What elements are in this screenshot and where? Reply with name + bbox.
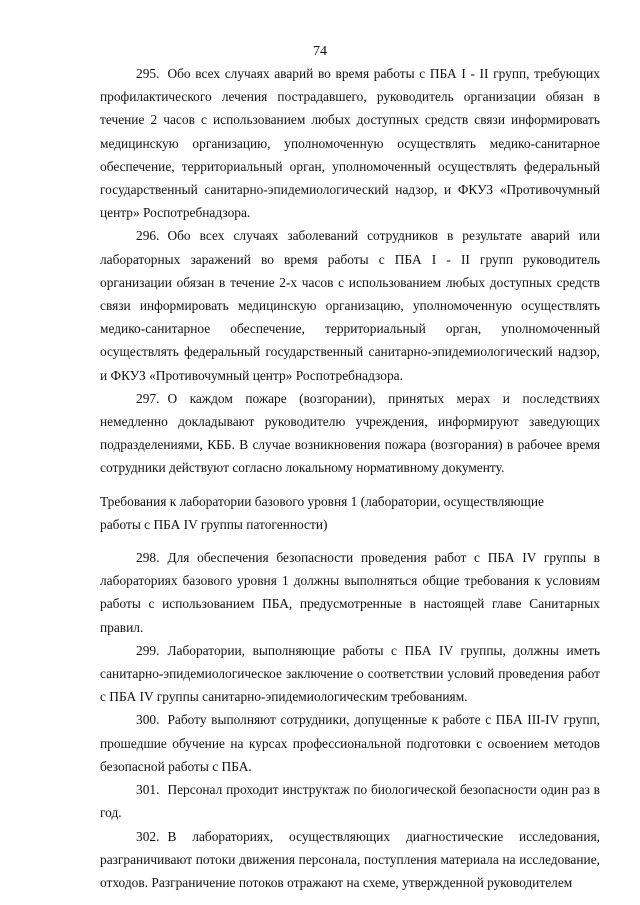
section-heading-line-1: Требования к лаборатории базового уровня 1 (лаборатории, осуществляющие xyxy=(100,493,544,509)
paragraph-number: 301. xyxy=(136,782,160,798)
paragraph-301 xyxy=(100,778,600,824)
paragraph-295 xyxy=(100,62,600,224)
section-heading-line-2: работы с ПБА IV группы патогенности) xyxy=(100,516,328,532)
paragraph-text: В лабораториях, осуществляющих диагностические исследования, разграничивают потоки движения персонала, поступления материала на исследование, отходов. Разграничение потоков отражают на схеме, утвержденной руководителем xyxy=(100,828,600,890)
paragraph-number: 295. xyxy=(136,66,160,81)
paragraph-299 xyxy=(100,639,600,709)
paragraph-number: 299. xyxy=(136,642,160,658)
paragraph-text: Персонал проходит инструктаж по биологической безопасности один раз в год. xyxy=(100,782,600,821)
page-number: 74 xyxy=(313,44,327,59)
paragraph-298 xyxy=(100,546,600,639)
paragraph-number: 300. xyxy=(136,712,160,728)
paragraph-297 xyxy=(100,387,600,480)
paragraph-number: 302. xyxy=(136,828,160,844)
paragraph-300 xyxy=(100,708,600,778)
section-heading xyxy=(100,490,600,536)
paragraph-text: Обо всех случаях аварий во время работы с ПБА I - II групп, требующих профилактического лечения пострадавшего, руководитель организации обязан в течение 2 часов с использованием любых доступных средств связи информировать медицинскую организацию, уполномоченную осуществлять медико-санитарное обеспечение, территориальный орган, уполномоченный осуществлять федеральный государственный санитарно-эпидемиологический надзор, и ФКУЗ «Противочумный центр» Роспотребнадзора. xyxy=(100,66,600,221)
paragraph-number: 297. xyxy=(136,390,160,406)
paragraph-296 xyxy=(100,224,600,386)
paragraph-text: Для обеспечения безопасности проведения работ с ПБА IV группы в лабораториях базового уровня 1 должны выполняться общие требования к условиям работы с использованием ПБА, предусмотренные в настоящей главе Санитарных правил. xyxy=(100,550,600,635)
paragraph-number: 298. xyxy=(136,550,160,566)
paragraph-302 xyxy=(100,825,600,895)
document-body xyxy=(100,62,600,894)
paragraph-text: Работу выполняют сотрудники, допущенные к работе с ПБА III-IV групп, прошедшие обучение на курсах профессиональной подготовки с освоением методов безопасной работы с ПБА. xyxy=(100,712,600,774)
paragraph-number: 296. xyxy=(136,228,160,244)
paragraph-text: Обо всех случаях заболеваний сотрудников в результате аварий или лабораторных заражений во время работы с ПБА I - II групп руководитель организации обязан в течение 2-х часов с использованием любых доступных средств связи информировать медицинскую организацию, уполномоченную осуществлять медико-санитарное обеспечение, территориальный орган, уполномоченный осуществлять федеральный государственный санитарно-эпидемиологический надзор, и ФКУЗ «Противочумный центр» Роспотребнадзора. xyxy=(100,228,600,383)
paragraph-text: О каждом пожаре (возгорании), принятых мерах и последствиях немедленно докладывают руководителю учреждения, информируют заведующих подразделениями, КББ. В случае возникновения пожара (возгорания) в рабочее время сотрудники действуют согласно локальному нормативному документу. xyxy=(100,390,600,476)
paragraph-text: Лаборатории, выполняющие работы с ПБА IV группы, должны иметь санитарно-эпидемиологическое заключение о соответствии условий проведения работ с ПБА IV группы санитарно-эпидемиологическим требованиям. xyxy=(100,642,600,705)
